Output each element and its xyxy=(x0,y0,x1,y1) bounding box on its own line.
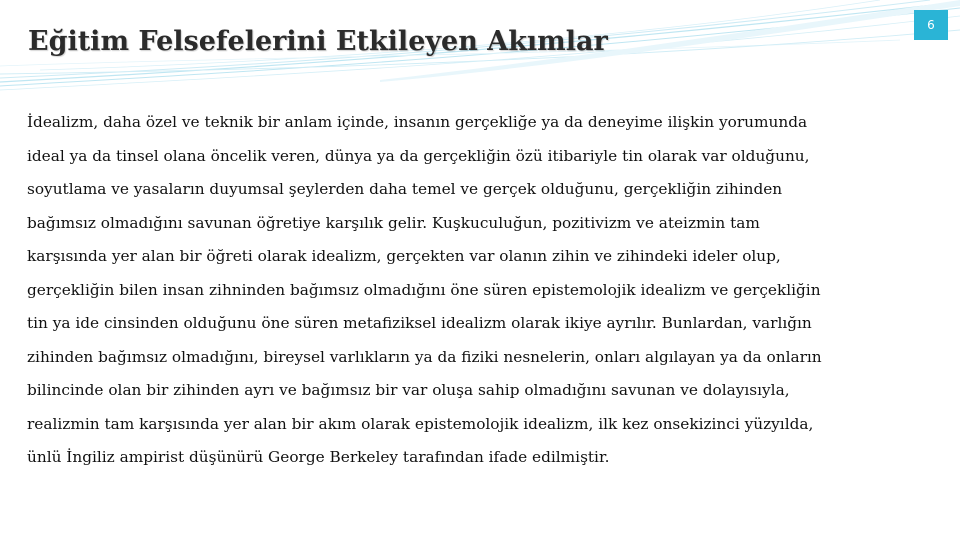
body-line: tin ya ide cinsinden olduğunu öne süren metafiziksel idealizm olarak ikiye ayrılır. Bunlardan, varlığın xyxy=(27,314,812,332)
body-line: İdealizm, daha özel ve teknik bir anlam içinde, insanın gerçekliğe ya da deneyime ilişkin yorumunda xyxy=(27,113,808,131)
body-line: ünlü İngiliz ampirist düşünürü George Berkeley tarafından ifade edilmiştir. xyxy=(27,448,610,466)
body-line: realizmin tam karşısında yer alan bir akım olarak epistemolojik idealizm, ilk kez onsekizinci yüzyılda, xyxy=(27,414,814,433)
body-line: ideal ya da tinsel olana öncelik veren, dünya ya da gerçekliğin özü itibariyle tin olarak var olduğunu, xyxy=(27,146,810,165)
slide-title: Eğitim Felsefelerini Etkileyen Akımlar xyxy=(28,26,608,57)
slide-number-badge: 6 xyxy=(914,10,948,40)
body-line: bilincinde olan bir zihinden ayrı ve bağımsız bir var oluşa sahip olmadığını savunan ve dolayısıyla, xyxy=(27,381,790,399)
body-line: gerçekliğin bilen insan zihninden bağımsız olmadığını öne süren epistemolojik idealizm ve gerçekliğin xyxy=(27,280,821,299)
body-paragraph xyxy=(27,106,927,475)
body-line: bağımsız olmadığını savunan öğretiye karşılık gelir. Kuşkuculuğun, pozitivizm ve ateizmin tam xyxy=(27,213,760,232)
body-line: karşısında yer alan bir öğreti olarak idealizm, gerçekten var olanın zihin ve zihindeki ideler olup, xyxy=(27,247,781,265)
body-line: soyutlama ve yasaların duyumsal şeylerden daha temel ve gerçek olduğunu, gerçekliğin zihinden xyxy=(27,180,783,198)
body-line: zihinden bağımsız olmadığını, bireysel varlıkların ya da fiziki nesnelerin, onları algılayan ya da onların xyxy=(27,347,822,366)
